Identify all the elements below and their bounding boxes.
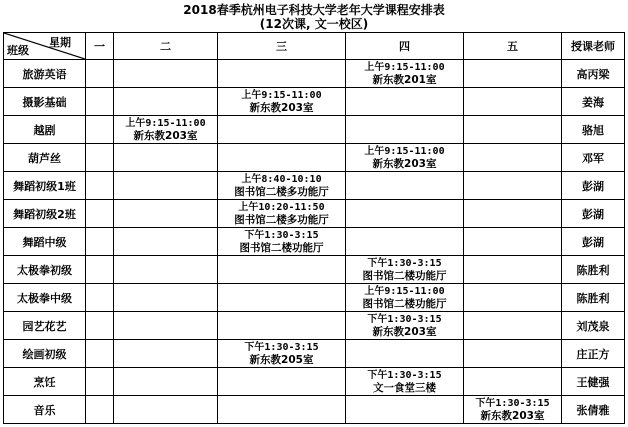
teacher-name: 高丙梁 bbox=[562, 60, 625, 88]
course-name: 葫芦丝 bbox=[4, 144, 86, 172]
schedule-cell-mon bbox=[86, 228, 114, 256]
schedule-cell-mon bbox=[86, 200, 114, 228]
schedule-cell-thu bbox=[346, 200, 464, 228]
page-title: 2018春季杭州电子科技大学老年大学课程安排表 bbox=[183, 3, 445, 17]
table-row bbox=[4, 396, 625, 424]
table-row bbox=[4, 116, 625, 144]
day-header-fri: 五 bbox=[464, 33, 562, 60]
table-row bbox=[4, 368, 625, 396]
schedule-cell-wed bbox=[218, 256, 346, 284]
class-room: 新东教201室 bbox=[372, 74, 437, 86]
page-subtitle: (12次课, 文一校区) bbox=[259, 17, 369, 31]
teacher-name: 骆旭 bbox=[562, 116, 625, 144]
class-time: 上午9:15-11:00 bbox=[364, 62, 445, 73]
table-row bbox=[4, 340, 625, 368]
schedule-cell-tue bbox=[114, 116, 218, 144]
schedule-cell-thu bbox=[346, 256, 464, 284]
schedule-cell-tue bbox=[114, 340, 218, 368]
schedule-cell-thu bbox=[346, 312, 464, 340]
schedule-cell-fri bbox=[464, 312, 562, 340]
course-name: 越剧 bbox=[4, 116, 86, 144]
schedule-cell-wed bbox=[218, 200, 346, 228]
teacher-name: 陈胜利 bbox=[562, 256, 625, 284]
table-row bbox=[4, 200, 625, 228]
class-time: 上午9:15-11:00 bbox=[364, 286, 445, 297]
schedule-body bbox=[4, 60, 625, 424]
class-time: 上午9:15-11:00 bbox=[125, 118, 206, 129]
course-name: 摄影基础 bbox=[4, 88, 86, 116]
table-row bbox=[4, 312, 625, 340]
schedule-cell-wed bbox=[218, 144, 346, 172]
teacher-name: 姜海 bbox=[562, 88, 625, 116]
teacher-name: 王健强 bbox=[562, 368, 625, 396]
day-header-mon: 一 bbox=[86, 33, 114, 60]
class-time: 上午9:15-11:00 bbox=[241, 90, 322, 101]
schedule-cell-wed bbox=[218, 340, 346, 368]
class-room: 图书馆二楼功能厅 bbox=[239, 242, 324, 254]
class-room: 图书馆二楼多功能厅 bbox=[234, 186, 329, 198]
schedule-cell-tue bbox=[114, 368, 218, 396]
class-time: 下午1:30-3:15 bbox=[475, 398, 550, 409]
schedule-cell-fri bbox=[464, 284, 562, 312]
schedule-cell-fri bbox=[464, 88, 562, 116]
schedule-cell-mon bbox=[86, 340, 114, 368]
course-name: 烹饪 bbox=[4, 368, 86, 396]
class-time: 上午10:20-11:50 bbox=[238, 202, 325, 213]
corner-label-class: 班级 bbox=[7, 44, 29, 57]
schedule-cell-tue bbox=[114, 88, 218, 116]
schedule-cell-tue bbox=[114, 200, 218, 228]
class-room: 新东教203室 bbox=[372, 326, 437, 338]
schedule-cell-thu bbox=[346, 228, 464, 256]
schedule-cell-wed bbox=[218, 396, 346, 424]
teacher-name: 彭湖 bbox=[562, 228, 625, 256]
table-row bbox=[4, 228, 625, 256]
day-header-wed: 三 bbox=[218, 33, 346, 60]
schedule-cell-wed bbox=[218, 284, 346, 312]
table-row bbox=[4, 88, 625, 116]
schedule-cell-tue bbox=[114, 284, 218, 312]
table-row bbox=[4, 284, 625, 312]
schedule-cell-mon bbox=[86, 172, 114, 200]
schedule-cell-tue bbox=[114, 256, 218, 284]
class-time: 上午8:40-10:10 bbox=[241, 174, 322, 185]
day-header-thu: 四 bbox=[346, 33, 464, 60]
teacher-name: 陈胜利 bbox=[562, 284, 625, 312]
schedule-cell-tue bbox=[114, 172, 218, 200]
class-room: 新东教203室 bbox=[372, 158, 437, 170]
schedule-cell-wed bbox=[218, 368, 346, 396]
schedule-cell-fri bbox=[464, 60, 562, 88]
schedule-cell-mon bbox=[86, 60, 114, 88]
corner-label-weekday: 星期 bbox=[49, 36, 71, 49]
schedule-cell-thu bbox=[346, 60, 464, 88]
schedule-cell-thu bbox=[346, 88, 464, 116]
class-room: 文一食堂三楼 bbox=[373, 382, 436, 394]
schedule-cell-tue bbox=[114, 396, 218, 424]
schedule-cell-thu bbox=[346, 116, 464, 144]
course-name: 太极拳中级 bbox=[4, 284, 86, 312]
schedule-cell-mon bbox=[86, 312, 114, 340]
schedule-cell-thu bbox=[346, 144, 464, 172]
class-time: 下午1:30-3:15 bbox=[367, 370, 442, 381]
schedule-cell-tue bbox=[114, 312, 218, 340]
class-room: 图书馆二楼多功能厅 bbox=[234, 214, 329, 226]
schedule-cell-wed bbox=[218, 228, 346, 256]
schedule-cell-fri bbox=[464, 172, 562, 200]
course-name: 太极拳初级 bbox=[4, 256, 86, 284]
teacher-header: 授课老师 bbox=[562, 33, 625, 60]
schedule-cell-mon bbox=[86, 256, 114, 284]
day-header-tue: 二 bbox=[114, 33, 218, 60]
class-time: 下午1:30-3:15 bbox=[367, 258, 442, 269]
class-room: 新东教205室 bbox=[249, 354, 314, 366]
schedule-cell-fri bbox=[464, 116, 562, 144]
class-time: 下午1:30-3:15 bbox=[244, 342, 319, 353]
teacher-name: 邓军 bbox=[562, 144, 625, 172]
class-time: 上午9:15-11:00 bbox=[364, 146, 445, 157]
table-row bbox=[4, 60, 625, 88]
header-row bbox=[4, 33, 625, 60]
teacher-name: 彭湖 bbox=[562, 200, 625, 228]
course-name: 舞蹈初级2班 bbox=[4, 200, 86, 228]
schedule-cell-mon bbox=[86, 368, 114, 396]
schedule-table bbox=[3, 32, 625, 424]
course-name: 绘画初级 bbox=[4, 340, 86, 368]
class-room: 图书馆二楼功能厅 bbox=[362, 298, 447, 310]
schedule-cell-tue bbox=[114, 60, 218, 88]
schedule-cell-fri bbox=[464, 368, 562, 396]
schedule-cell-wed bbox=[218, 172, 346, 200]
teacher-name: 刘茂泉 bbox=[562, 312, 625, 340]
schedule-cell-thu bbox=[346, 368, 464, 396]
class-time: 下午1:30-3:15 bbox=[244, 230, 319, 241]
schedule-cell-tue bbox=[114, 228, 218, 256]
course-name: 舞蹈中级 bbox=[4, 228, 86, 256]
schedule-cell-mon bbox=[86, 88, 114, 116]
corner-header bbox=[4, 33, 86, 60]
table-row bbox=[4, 144, 625, 172]
schedule-cell-wed bbox=[218, 60, 346, 88]
schedule-cell-fri bbox=[464, 340, 562, 368]
course-name: 舞蹈初级1班 bbox=[4, 172, 86, 200]
course-name: 音乐 bbox=[4, 396, 86, 424]
class-room: 新东教203室 bbox=[133, 130, 198, 142]
teacher-name: 彭湖 bbox=[562, 172, 625, 200]
table-row bbox=[4, 256, 625, 284]
schedule-cell-mon bbox=[86, 116, 114, 144]
schedule-cell-fri bbox=[464, 256, 562, 284]
schedule-cell-mon bbox=[86, 144, 114, 172]
schedule-cell-mon bbox=[86, 284, 114, 312]
schedule-cell-wed bbox=[218, 312, 346, 340]
course-name: 园艺花艺 bbox=[4, 312, 86, 340]
table-row bbox=[4, 172, 625, 200]
course-name: 旅游英语 bbox=[4, 60, 86, 88]
schedule-cell-thu bbox=[346, 172, 464, 200]
class-room: 新东教203室 bbox=[249, 102, 314, 114]
schedule-cell-fri bbox=[464, 228, 562, 256]
schedule-cell-mon bbox=[86, 396, 114, 424]
schedule-cell-fri bbox=[464, 200, 562, 228]
teacher-name: 庄正方 bbox=[562, 340, 625, 368]
schedule-cell-tue bbox=[114, 144, 218, 172]
schedule-cell-thu bbox=[346, 340, 464, 368]
schedule-cell-wed bbox=[218, 88, 346, 116]
schedule-cell-wed bbox=[218, 116, 346, 144]
teacher-name: 张倩雅 bbox=[562, 396, 625, 424]
class-room: 图书馆二楼功能厅 bbox=[362, 270, 447, 282]
schedule-cell-fri bbox=[464, 396, 562, 424]
schedule-cell-thu bbox=[346, 396, 464, 424]
class-room: 新东教203室 bbox=[480, 410, 545, 422]
class-time: 下午1:30-3:15 bbox=[367, 314, 442, 325]
schedule-cell-thu bbox=[346, 284, 464, 312]
schedule-cell-fri bbox=[464, 144, 562, 172]
